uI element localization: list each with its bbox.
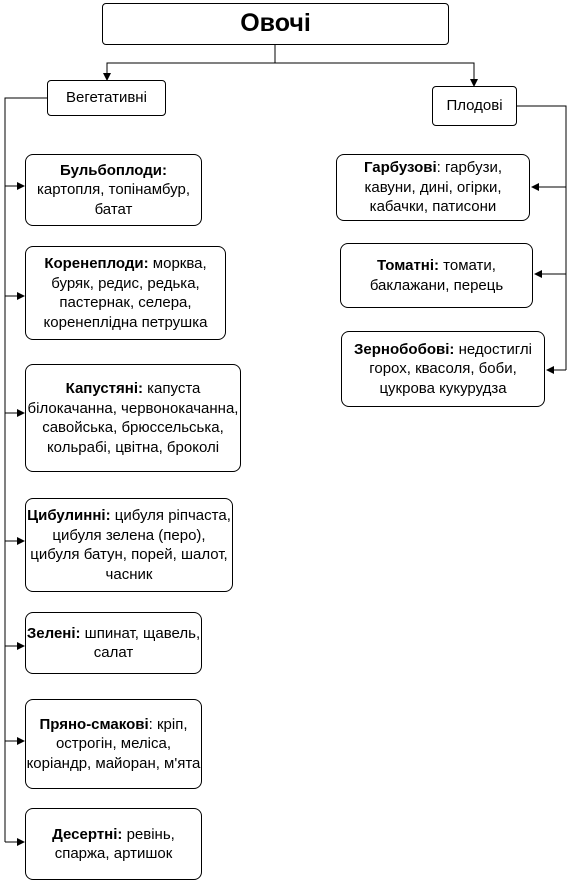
fruit-branch [432,86,517,126]
item-text: шпинат, щавель, салат [80,624,201,661]
item-name: Цибулинні: [27,507,111,524]
tomato-crops-box [340,243,533,308]
item-name: Томатні: [377,257,440,274]
item-name: Зернобобові: [354,340,455,358]
item-name: Бульбоплоди: [60,161,167,179]
pumpkin-crops-box [336,154,530,221]
item-name: Пряно-смакові [39,715,149,733]
vegetative-branch [47,80,166,116]
tuber-crops-box [25,154,202,226]
item-text: томати, баклажани, перець [369,257,504,294]
bulb-crops-box [25,498,233,592]
dessert-crops-box [25,808,202,880]
item-text: : гарбузи, кавуни, дині, огірки, кабачки, патисони [364,159,502,216]
item-text: капуста білокачанна, червонокачанна, савойська, брюссельська, кольрабі, цвітна, броколі [27,380,239,456]
greens-box [25,612,202,674]
item-text: ревінь, спаржа, артишок [54,825,175,862]
item-name: Коренеплоди: [44,255,149,272]
item-text: : кріп, острогін, меліса, коріандр, майоран, м'ята [26,715,201,772]
item-name: Гарбузові [363,159,437,177]
item-text: недостиглі горох, квасоля, боби, цукрова кукурудза [369,340,532,397]
item-text: цибуля ріпчаста, цибуля зелена (перо), цибуля батун, порей, шалот, часник [30,507,231,583]
item-text: морква, буряк, редис, редька, пастернак, селера, коренеплідна петрушка [43,255,208,331]
item-name: Зелені: [26,624,81,642]
item-name: Десертні: [52,825,123,843]
item-name: Капустяні: [65,380,143,397]
title-box [102,3,449,45]
legume-crops-box [341,331,545,407]
spicy-crops-box [25,699,202,789]
cabbage-crops-box [25,364,241,472]
item-text: картопля, топінамбур, батат [37,181,190,218]
vegetative-label: Вегетативні [66,89,147,107]
title-text: Овочі [240,9,311,38]
root-crops-box [25,246,226,340]
title-connector [107,45,275,80]
fruit-label: Плодові [446,97,503,115]
